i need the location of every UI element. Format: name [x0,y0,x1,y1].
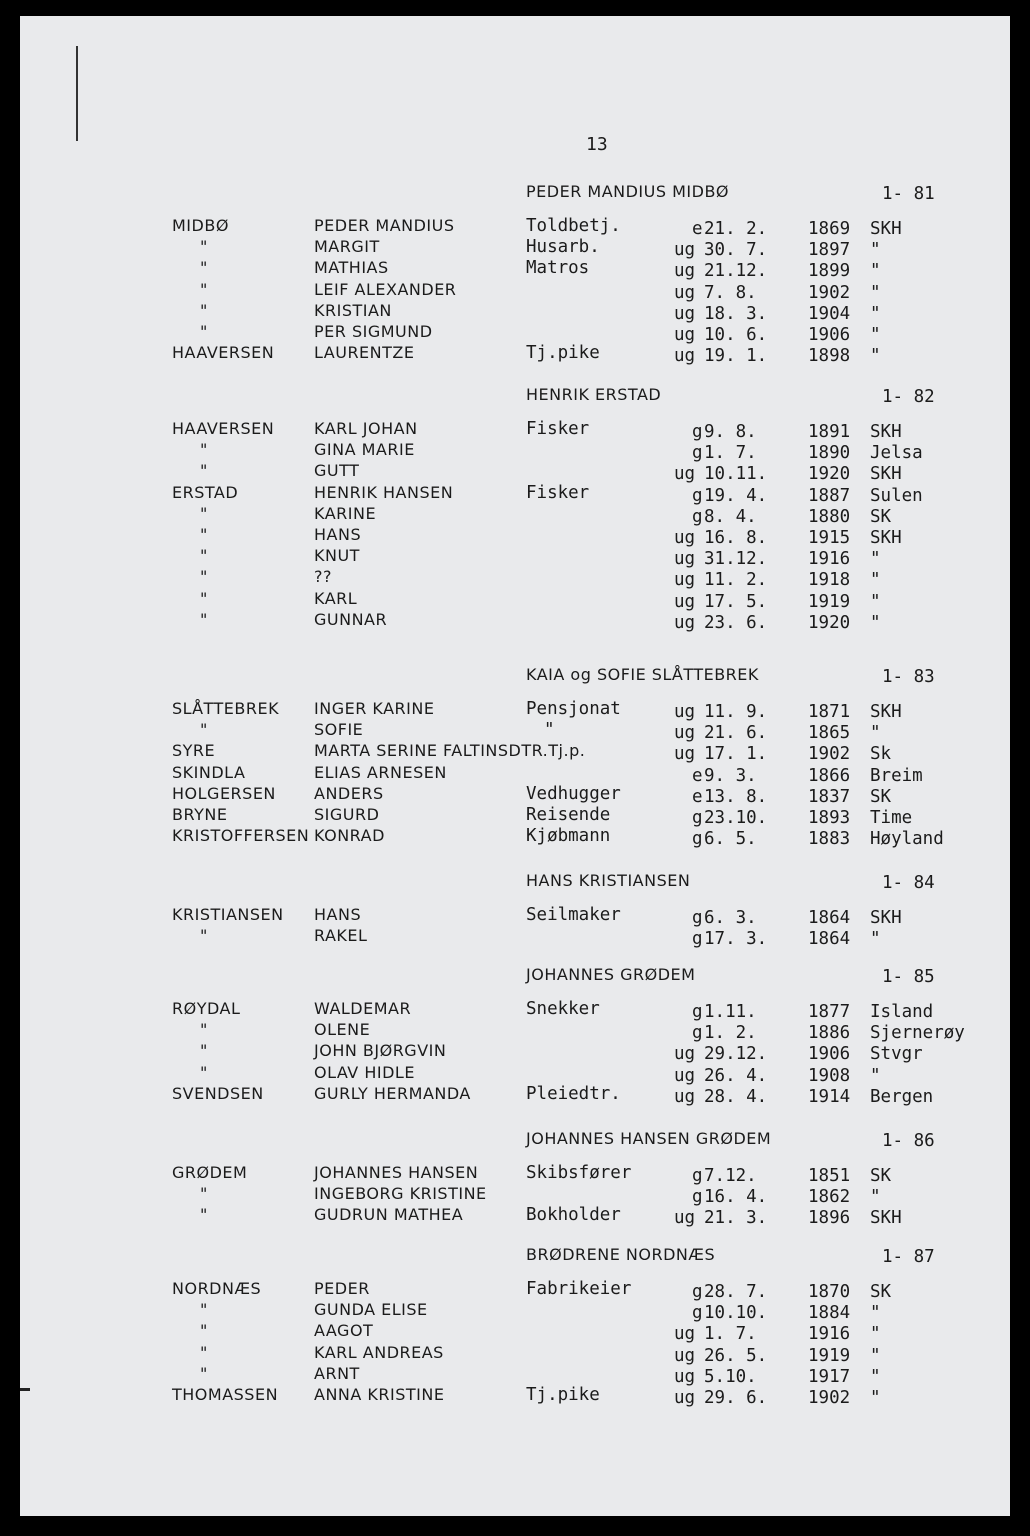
member-birth-date: 9. 8. [704,422,757,442]
member-occupation: Fisker [526,419,590,439]
member-surname: " [200,546,208,566]
member-given-name: SIGURD [314,805,380,824]
member-given-name: KARL ANDREAS [314,1342,444,1362]
household-number: 1- 86 [882,1131,935,1151]
member-occupation: Matros [526,258,590,279]
member-marital-status: g [692,829,703,850]
member-surname: " [200,567,208,587]
member-marital-status: e [692,765,703,786]
member-birthplace: " [870,1366,881,1387]
member-given-name: ARNT [314,1363,360,1383]
member-birth-year: 1869 [808,219,851,239]
member-birth-year: 1866 [808,765,851,786]
member-birth-year: 1902 [808,744,851,765]
member-occupation: Pleiedtr. [526,1083,621,1104]
member-marital-status: g [692,506,703,527]
member-surname: " [200,1321,208,1341]
member-birth-date: 21. 2. [704,219,768,239]
household-title: KAIA og SOFIE SLÅTTEBREK [526,665,759,684]
margin-rule [76,46,78,141]
member-birth-year: 1915 [808,528,851,548]
member-given-name: GUNDA ELISE [314,1300,428,1320]
member-birth-year: 1917 [808,1366,851,1387]
member-marital-status: ug [674,1324,696,1345]
member-birth-year: 1851 [808,1166,851,1186]
member-birth-date: 6. 3. [704,908,757,928]
member-given-name: WALDEMAR [314,999,412,1018]
member-given-name: LEIF ALEXANDER [314,279,457,299]
member-birthplace: " [870,346,881,367]
member-surname: " [200,588,208,608]
member-surname: " [200,258,208,278]
member-marital-status: ug [674,744,696,765]
member-birth-date: 29.12. [704,1044,768,1065]
member-marital-status: ug [674,1065,696,1086]
member-surname: " [200,461,208,481]
member-surname: HAAVERSEN [172,419,275,438]
household-title: HANS KRISTIANSEN [526,871,691,890]
member-birth-year: 1837 [808,786,851,807]
member-surname: " [200,926,208,946]
member-birth-year: 1908 [808,1065,851,1086]
member-given-name: HENRIK HANSEN [314,482,454,502]
member-occupation: Toldbetj. [526,216,621,236]
member-given-name: JOHANNES HANSEN [314,1163,479,1182]
member-birth-date: 1.11. [704,1002,757,1022]
member-birth-year: 1918 [808,570,851,591]
member-marital-status: ug [674,1366,696,1387]
member-surname: " [200,300,208,320]
member-birthplace: SK [870,506,892,527]
member-marital-status: ug [674,591,696,612]
member-surname: " [200,1062,208,1082]
member-birth-date: 7.12. [704,1166,757,1186]
member-given-name: GURLY HERMANDA [314,1083,471,1103]
member-birth-year: 1870 [808,1282,851,1302]
member-birthplace: " [870,1187,881,1208]
member-birth-date: 10.11. [704,464,768,485]
household-number: 1- 85 [882,967,935,987]
member-birthplace: SKH [870,464,902,485]
member-birthplace: " [870,549,881,570]
member-birthplace: SKH [870,528,902,548]
member-occupation: Fisker [526,482,590,503]
member-birth-year: 1877 [808,1002,851,1022]
member-birthplace: " [870,723,881,744]
member-occupation: Kjøbmann [526,826,611,847]
member-birthplace: SK [870,1282,892,1302]
member-marital-status: g [692,1002,703,1022]
member-marital-status: ug [674,346,696,367]
member-occupation: Tj.pike [526,1385,600,1405]
census-page [20,16,1010,1516]
member-given-name: LAURENTZE [314,343,415,363]
member-birth-year: 1887 [808,485,851,506]
member-given-name: MATHIAS [314,258,389,278]
member-given-name: MARGIT [314,237,380,257]
member-birth-year: 1899 [808,261,851,282]
member-birthplace: " [870,929,881,950]
member-birth-year: 1914 [808,1086,851,1107]
member-birth-date: 9. 3. [704,765,757,786]
member-marital-status: g [692,443,703,464]
household-number: 1- 81 [882,184,935,204]
member-birth-year: 1893 [808,808,851,828]
household-number: 1- 83 [882,667,935,687]
member-birthplace: Sk [870,744,892,765]
member-marital-status: ug [674,549,696,570]
member-surname: HAAVERSEN [172,343,275,363]
member-surname: MIDBØ [172,216,229,235]
member-surname: RØYDAL [172,999,241,1018]
member-occupation: Reisende [526,805,611,825]
member-given-name: GINA MARIE [314,440,415,460]
member-given-name: KARL JOHAN [314,419,418,438]
member-given-name: KARINE [314,503,377,523]
member-birth-year: 1890 [808,443,851,464]
member-surname: SVENDSEN [172,1083,264,1103]
member-given-name: GUTT [314,461,360,481]
member-occupation: Pensjonat [526,699,621,719]
member-birthplace: Stvgr [870,1044,923,1065]
member-marital-status: ug [674,1345,696,1366]
member-marital-status: e [692,219,703,239]
member-birthplace: SK [870,1166,892,1186]
member-given-name: INGER KARINE [314,699,435,718]
household-title: HENRIK ERSTAD [526,385,662,404]
member-birth-date: 19. 4. [704,485,768,506]
member-surname: ERSTAD [172,482,239,502]
household-title: JOHANNES HANSEN GRØDEM [526,1129,772,1148]
member-occupation: Vedhugger [526,783,621,804]
household-number: 1- 87 [882,1247,935,1267]
member-birthplace: SKH [870,702,902,722]
member-surname: " [200,1300,208,1320]
member-birthplace: SKH [870,219,902,239]
member-marital-status: ug [674,1086,696,1107]
member-birth-date: 8. 4. [704,506,757,527]
member-given-name: MARTA SERINE FALTINSDTR.Tj.p. [314,741,586,761]
member-birth-year: 1919 [808,1345,851,1366]
member-birth-date: 26. 4. [704,1065,768,1086]
member-occupation: Seilmaker [526,905,621,925]
member-given-name: SOFIE [314,720,364,740]
member-birthplace: Breim [870,765,923,786]
member-birthplace: Sjernerøy [870,1023,965,1044]
member-given-name: KONRAD [314,826,385,846]
member-marital-status: g [692,808,703,828]
member-birthplace: Bergen [870,1086,934,1107]
member-birthplace: " [870,1303,881,1324]
member-marital-status: ug [674,282,696,303]
member-surname: " [200,1020,208,1040]
member-marital-status: ug [674,570,696,591]
member-birth-date: 11. 2. [704,570,768,591]
member-birth-date: 1. 2. [704,1023,757,1044]
member-surname: " [200,609,208,629]
member-marital-status: ug [674,723,696,744]
member-given-name: JOHN BJØRGVIN [314,1041,447,1061]
member-marital-status: g [692,1166,703,1186]
member-birth-date: 30. 7. [704,240,768,261]
member-surname: " [200,1342,208,1362]
member-surname: KRISTOFFERSEN [172,826,310,846]
member-birthplace: Jelsa [870,443,923,464]
member-marital-status: ug [674,303,696,324]
member-birthplace: Sulen [870,485,923,506]
member-birth-date: 29. 6. [704,1388,768,1408]
member-given-name: HANS [314,905,362,924]
member-given-name: HANS [314,525,362,544]
member-birth-date: 18. 3. [704,303,768,324]
member-birth-date: 13. 8. [704,786,768,807]
member-birthplace: Island [870,1002,934,1022]
member-surname: " [200,279,208,299]
member-birth-year: 1880 [808,506,851,527]
member-surname: GRØDEM [172,1163,248,1182]
member-marital-status: g [692,1187,703,1208]
member-birth-date: 21.12. [704,261,768,282]
member-surname: NORDNÆS [172,1279,262,1298]
member-marital-status: ug [674,1044,696,1065]
member-marital-status: g [692,929,703,950]
member-given-name: KRISTIAN [314,300,392,320]
member-occupation: Bokholder [526,1205,621,1226]
member-birth-year: 1871 [808,702,851,722]
member-given-name: KARL [314,588,358,608]
member-surname: " [200,1041,208,1061]
member-marital-status: g [692,422,703,442]
member-birthplace: " [870,1324,881,1345]
member-birth-year: 1920 [808,612,851,633]
member-marital-status: ug [674,528,696,548]
member-birth-date: 10. 6. [704,325,768,345]
member-marital-status: ug [674,240,696,261]
member-marital-status: ug [674,464,696,485]
member-surname: " [200,322,208,341]
member-given-name: KNUT [314,546,360,566]
member-birth-year: 1886 [808,1023,851,1044]
member-birthplace: " [870,282,881,303]
member-marital-status: ug [674,702,696,722]
member-marital-status: g [692,1023,703,1044]
margin-tick [20,1388,30,1391]
member-birth-year: 1906 [808,1044,851,1065]
member-occupation: Fabrikeier [526,1279,632,1299]
member-given-name: ?? [314,567,332,587]
member-birth-year: 1920 [808,464,851,485]
member-birth-date: 28. 4. [704,1086,768,1107]
member-birth-year: 1919 [808,591,851,612]
member-birthplace: " [870,325,881,345]
member-birth-year: 1916 [808,549,851,570]
member-given-name: ANDERS [314,783,384,803]
member-surname: " [200,440,208,460]
member-marital-status: g [692,1303,703,1324]
household-number: 1- 84 [882,873,935,893]
member-marital-status: ug [674,261,696,282]
member-birth-date: 7. 8. [704,282,757,303]
member-surname: " [200,503,208,523]
member-birth-date: 26. 5. [704,1345,768,1366]
member-birth-year: 1897 [808,240,851,261]
member-marital-status: g [692,908,703,928]
member-surname: " [200,237,208,257]
member-given-name: OLENE [314,1020,371,1040]
member-given-name: PER SIGMUND [314,322,433,341]
member-birth-date: 16. 4. [704,1187,768,1208]
member-birthplace: " [870,1388,881,1408]
member-birth-date: 10.10. [704,1303,768,1324]
member-surname: " [200,1205,208,1225]
member-given-name: PEDER [314,1279,370,1298]
member-birth-date: 17. 3. [704,929,768,950]
member-birth-year: 1904 [808,303,851,324]
page-number: 13 [586,134,608,155]
member-occupation: Tj.pike [526,343,600,364]
member-birthplace: Høyland [870,829,944,850]
member-given-name: RAKEL [314,926,368,946]
member-birth-date: 5.10. [704,1366,757,1387]
member-birth-year: 1883 [808,829,851,850]
member-birthplace: SKH [870,422,902,442]
household-title: JOHANNES GRØDEM [526,965,696,984]
member-birth-date: 23.10. [704,808,768,828]
member-surname: SYRE [172,741,216,761]
member-birth-year: 1891 [808,422,851,442]
member-birth-year: 1884 [808,1303,851,1324]
member-birthplace: " [870,570,881,591]
member-surname: THOMASSEN [172,1385,279,1404]
member-birth-year: 1902 [808,1388,851,1408]
member-birthplace: " [870,1065,881,1086]
member-surname: BRYNE [172,805,228,824]
member-birthplace: " [870,591,881,612]
member-birth-year: 1864 [808,929,851,950]
member-given-name: AAGOT [314,1321,374,1341]
member-birth-date: 11. 9. [704,702,768,722]
member-occupation: Husarb. [526,237,600,258]
member-birth-date: 6. 5. [704,829,757,850]
member-birthplace: " [870,612,881,633]
member-surname: " [200,525,208,544]
member-occupation: Skibsfører [526,1163,632,1183]
member-birthplace: SKH [870,908,902,928]
member-given-name: OLAV HIDLE [314,1062,415,1082]
household-title: BRØDRENE NORDNÆS [526,1245,716,1264]
member-birth-year: 1898 [808,346,851,367]
member-surname: HOLGERSEN [172,783,276,803]
member-birthplace: SK [870,786,892,807]
member-birth-year: 1862 [808,1187,851,1208]
member-birth-year: 1906 [808,325,851,345]
household-number: 1- 82 [882,387,935,407]
member-birth-date: 28. 7. [704,1282,768,1302]
member-marital-status: g [692,1282,703,1302]
member-given-name: GUNNAR [314,609,388,629]
member-birth-date: 17. 5. [704,591,768,612]
member-marital-status: ug [674,612,696,633]
member-surname: " [200,1184,208,1204]
household-title: PEDER MANDIUS MIDBØ [526,182,730,201]
member-birth-date: 31.12. [704,549,768,570]
member-given-name: ELIAS ARNESEN [314,762,447,782]
member-given-name: INGEBORG KRISTINE [314,1184,487,1204]
member-birth-date: 1. 7. [704,1324,757,1345]
member-birthplace: SKH [870,1208,902,1229]
member-given-name: GUDRUN MATHEA [314,1205,464,1225]
member-marital-status: ug [674,1388,696,1408]
member-surname: SLÅTTEBREK [172,699,280,718]
member-birth-date: 21. 3. [704,1208,768,1229]
member-given-name: ANNA KRISTINE [314,1385,445,1404]
member-birth-date: 16. 8. [704,528,768,548]
member-birthplace: " [870,240,881,261]
member-occupation: " [544,720,555,741]
member-surname: SKINDLA [172,762,246,782]
member-marital-status: ug [674,325,696,345]
member-birth-year: 1865 [808,723,851,744]
member-birth-year: 1896 [808,1208,851,1229]
member-birth-year: 1916 [808,1324,851,1345]
member-birth-date: 17. 1. [704,744,768,765]
member-surname: KRISTIANSEN [172,905,284,924]
member-birth-year: 1902 [808,282,851,303]
member-occupation: Snekker [526,999,600,1019]
member-surname: " [200,720,208,740]
member-given-name: PEDER MANDIUS [314,216,455,235]
member-birthplace: " [870,303,881,324]
member-surname: " [200,1363,208,1383]
member-marital-status: e [692,786,703,807]
member-birthplace: Time [870,808,913,828]
member-birth-date: 19. 1. [704,346,768,367]
member-marital-status: ug [674,1208,696,1229]
member-birthplace: " [870,1345,881,1366]
member-birth-date: 23. 6. [704,612,768,633]
member-birth-year: 1864 [808,908,851,928]
member-marital-status: g [692,485,703,506]
member-birth-date: 21. 6. [704,723,768,744]
member-birth-date: 1. 7. [704,443,757,464]
member-birthplace: " [870,261,881,282]
